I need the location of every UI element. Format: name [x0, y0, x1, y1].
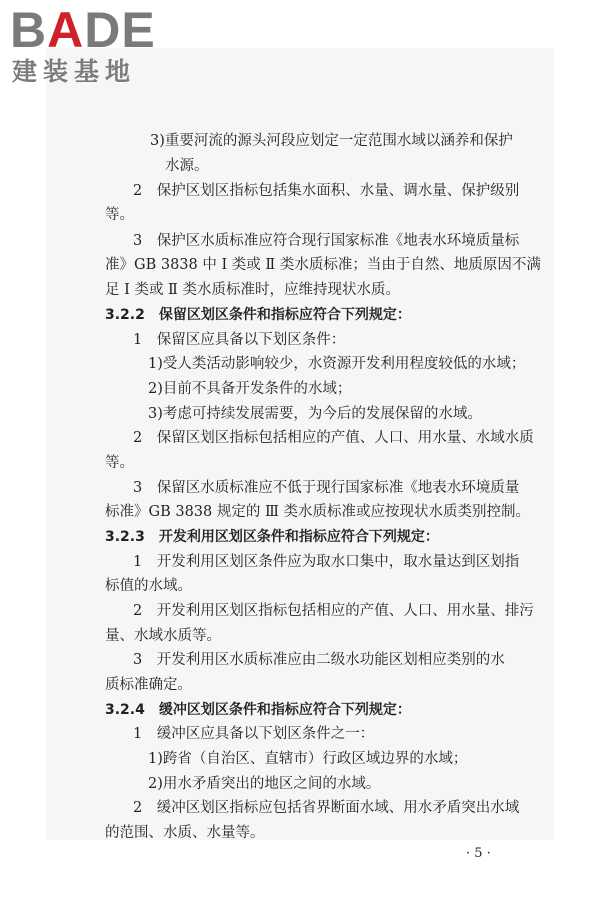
- text-line: 2 开发利用区划区指标包括相应的产值、人口、用水量、排污: [133, 603, 534, 619]
- text-line: 水源。: [165, 158, 209, 174]
- text-line: 量、水域水质等。: [105, 628, 221, 644]
- logo-letter-a: A: [47, 2, 85, 58]
- text-line: 准》GB 3838 中 Ⅰ 类或 Ⅱ 类水质标准；当由于自然、地质原因不满: [105, 257, 541, 273]
- text-line: 1)跨省（自治区、直辖市）行政区域边界的水域；: [148, 751, 468, 767]
- text-line: 3 保护区水质标准应符合现行国家标准《地表水环境质量标: [133, 233, 520, 249]
- text-line: 2 保留区划区指标包括相应的产值、人口、用水量、水域水质: [133, 430, 534, 446]
- text-line: 2)目前不具备开发条件的水域；: [148, 381, 352, 397]
- text-line: 1 开发利用区划区条件应为取水口集中，取水量达到区划指: [133, 554, 520, 570]
- text-line: 2 保护区划区指标包括集水面积、水量、调水量、保护级别: [133, 183, 520, 199]
- text-line: 2 缓冲区划区指标应包括省界断面水域、用水矛盾突出水域: [133, 800, 520, 816]
- section-heading: 3.2.2 保留区划区条件和指标应符合下列规定：: [105, 307, 411, 323]
- section-heading: 3.2.3 开发利用区划区条件和指标应符合下列规定：: [105, 529, 439, 545]
- logo-letter-b: B: [10, 2, 48, 58]
- text-line: 3)重要河流的源头河段应划定一定范围水域以涵养和保护: [150, 133, 513, 149]
- logo-subtitle: 建装基地: [12, 57, 137, 86]
- text-line: 标值的水域。: [105, 578, 192, 594]
- page-number: · 5 ·: [466, 846, 491, 861]
- text-line: 1)受人类活动影响较少，水资源开发利用程度较低的水域；: [148, 356, 526, 372]
- logo-letters-de: DE: [84, 2, 156, 58]
- text-line: 1 保留区应具备以下划区条件：: [133, 332, 346, 348]
- text-line: 3 开发利用区水质标准应由二级水功能区划相应类别的水: [133, 652, 505, 668]
- text-line: 1 缓冲区应具备以下划区条件之一：: [133, 726, 375, 742]
- text-line: 3 保留区水质标准应不低于现行国家标准《地表水环境质量: [133, 480, 520, 496]
- text-line: 质标准确定。: [105, 677, 192, 693]
- text-line: 2)用水矛盾突出的地区之间的水域。: [148, 776, 381, 792]
- text-line: 等。: [105, 207, 134, 223]
- text-line: 的范围、水质、水量等。: [105, 825, 265, 841]
- text-line: 标准》GB 3838 规定的 Ⅲ 类水质标准或应按现状水质类别控制。: [105, 504, 531, 520]
- text-line: 等。: [105, 455, 134, 471]
- section-heading: 3.2.4 缓冲区划区条件和指标应符合下列规定：: [105, 702, 411, 718]
- text-line: 足 Ⅰ 类或 Ⅱ 类水质标准时，应维持现状水质。: [105, 282, 401, 298]
- text-line: 3)考虑可持续发展需要，为今后的发展保留的水域。: [148, 406, 482, 422]
